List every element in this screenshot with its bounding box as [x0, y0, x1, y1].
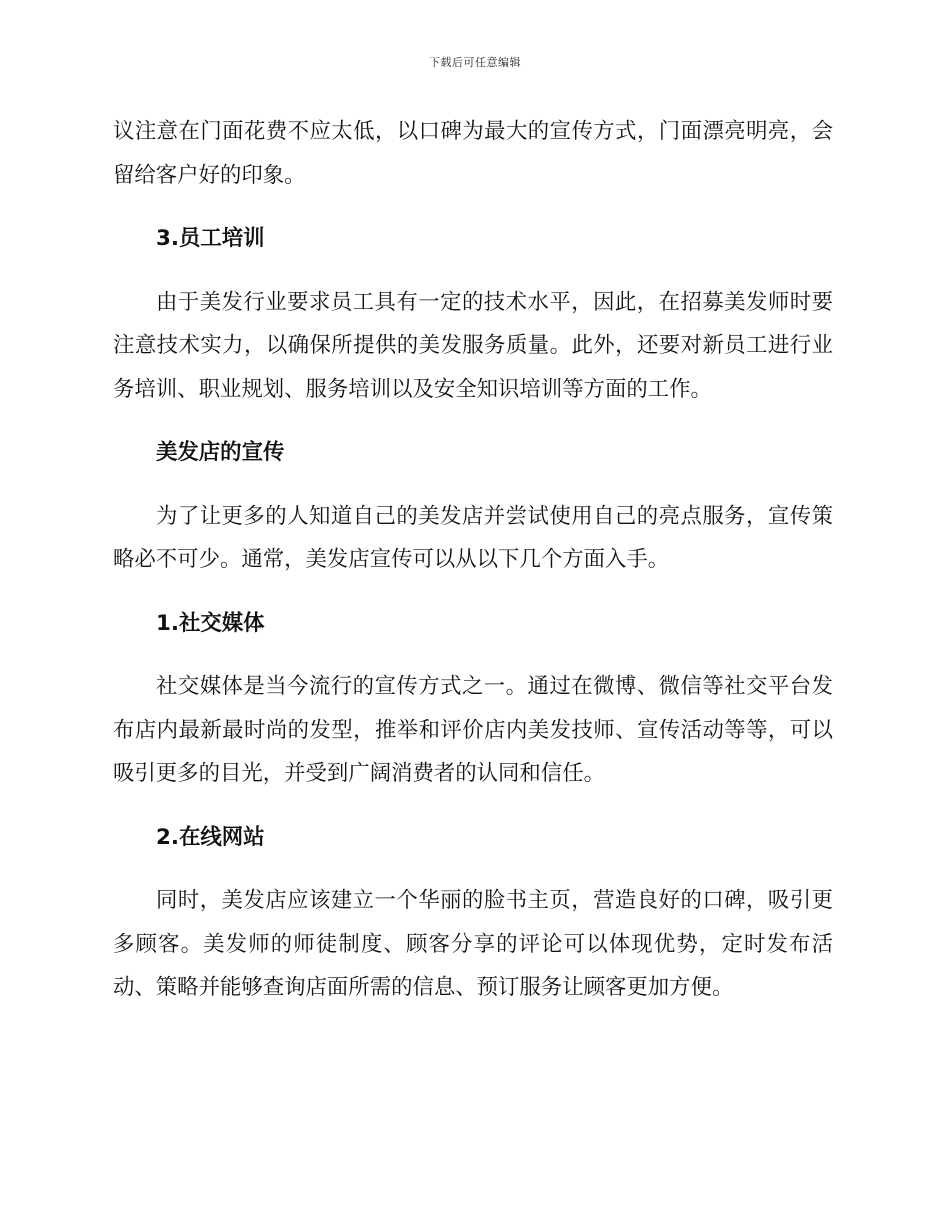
section-heading-online-website: 2.在线网站 [156, 824, 265, 850]
spacer [113, 261, 833, 281]
paragraph-staff-training: 由于美发行业要求员工具有一定的技术水平，因此，在招募美发师时要注意技术实力，以确保所提供的美发服务质量。此外，还要对新员工进行业务培训、职业规划、服务培训以及安全知识培训等方面的工作。 [113, 289, 833, 402]
spacer [113, 645, 833, 665]
spacer [113, 475, 833, 495]
paragraph-continuation: 议注意在门面花费不应太低，以口碑为最大的宣传方式，门面漂亮明亮，会留给客户好的印象。 [113, 119, 833, 188]
paragraph-promotion: 为了让更多的人知道自己的美发店并尝试使用自己的亮点服务，宣传策略必不可少。通常，美发店宣传可以从以下几个方面入手。 [113, 503, 833, 572]
page-header: 下载后可任意编辑 [429, 56, 521, 69]
spacer [113, 411, 833, 431]
section-heading-staff-training: 3.员工培训 [156, 226, 265, 251]
spacer [113, 582, 833, 602]
spacer [113, 796, 833, 816]
paragraph-social-media: 社交媒体是当今流行的宣传方式之一。通过在微博、微信等社交平台发布店内最新最时尚的发型，推举和评价店内美发技师、宣传活动等等，可以吸引更多的目光，并受到广阔消费者的认同和信任。 [113, 674, 833, 786]
document-body [113, 110, 833, 1010]
paragraph-online-website: 同时，美发店应该建立一个华丽的脸书主页，营造良好的口碑，吸引更多顾客。美发师的师徒制度、顾客分享的评论可以体现优势，定时发布活动、策略并能够查询店面所需的信息、预订服务让顾客更加方便。 [113, 888, 833, 1000]
section-heading-social-media: 1.社交媒体 [156, 610, 265, 636]
spacer [113, 859, 833, 879]
spacer [113, 197, 833, 217]
section-heading-promotion: 美发店的宣传 [156, 440, 285, 465]
